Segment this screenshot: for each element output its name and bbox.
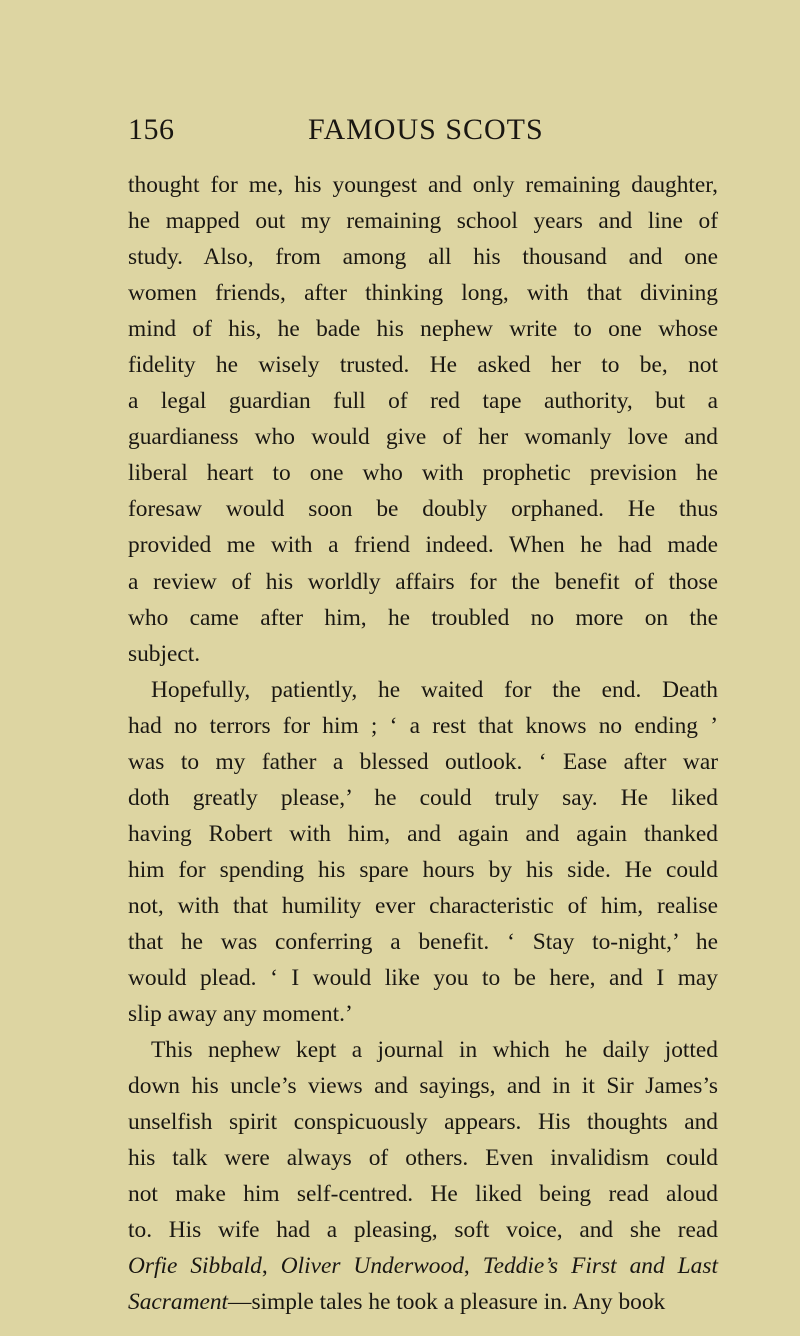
running-title: FAMOUS SCOTS	[308, 113, 544, 146]
running-head	[128, 110, 718, 150]
book-title-teddies-first-and-last-part-a: Teddie’s First and Last	[482, 1253, 718, 1280]
text-line: foresaw would soon be doubly orphaned. He thus	[128, 496, 718, 523]
page-number: 156	[128, 113, 175, 146]
text-line: he mapped out my remaining school years and line of	[128, 208, 718, 235]
text-line-final	[128, 1284, 718, 1320]
text-line: not, with that humility ever characteristic of him, realise	[128, 892, 718, 919]
text-line: unselfish spirit conspicuously appears. His thoughts and	[128, 1109, 718, 1136]
text-line: that he was conferring a benefit. ‘ Stay to-night,’ he	[128, 928, 718, 955]
text-line: down his uncle’s views and sayings, and in it Sir James’s	[128, 1073, 718, 1100]
book-title-oliver-underwood: Oliver Underwood	[280, 1253, 464, 1280]
text-line: had no terrors for him ; ‘ a rest that knows no ending ’	[128, 712, 718, 739]
text-line: women friends, after thinking long, with that divining	[128, 280, 718, 307]
text-line: fidelity he wisely trusted. He asked her to be, not	[128, 352, 718, 379]
text-line: thought for me, his youngest and only remaining daughter,	[128, 172, 718, 198]
text-line: was to my father a blessed outlook. ‘ Ease after war	[128, 748, 718, 775]
text-line: subject.	[128, 640, 201, 667]
text-line: a review of his worldly affairs for the benefit of those	[128, 568, 718, 595]
text-line: This nephew kept a journal in which he daily jotted	[151, 1037, 718, 1064]
book-title-teddies-first-and-last-part-b: Sacrament	[128, 1289, 229, 1316]
text-line: who came after him, he troubled no more on the	[128, 604, 718, 631]
title-separator: ,	[463, 1253, 483, 1280]
text-line: a legal guardian full of red tape authority, but a	[128, 388, 718, 415]
book-title-orfie-sibbald: Orfie Sibbald	[128, 1253, 262, 1280]
title-separator: ,	[261, 1253, 281, 1280]
text-line: liberal heart to one who with prophetic prevision he	[128, 460, 718, 487]
text-line: not make him self-centred. He liked being read aloud	[128, 1181, 718, 1208]
text-line-italic-titles	[128, 1248, 718, 1284]
text-line: him for spending his spare hours by his side. He could	[128, 856, 718, 883]
body-text	[128, 167, 718, 1321]
text-line: would plead. ‘ I would like you to be here, and I may	[128, 965, 718, 992]
final-line-rest: —simple tales he took a pleasure in. Any book	[228, 1289, 666, 1316]
text-line: provided me with a friend indeed. When he had made	[128, 532, 718, 559]
text-line: having Robert with him, and again and again thanked	[128, 820, 718, 847]
text-line: Hopefully, patiently, he waited for the end. Death	[151, 676, 718, 703]
text-line: doth greatly please,’ he could truly say. He liked	[128, 784, 718, 811]
text-line: guardianess who would give of her womanly love and	[128, 424, 718, 451]
text-line: his talk were always of others. Even invalidism could	[128, 1145, 718, 1172]
text-line: mind of his, he bade his nephew write to one whose	[128, 316, 718, 343]
text-line: slip away any moment.’	[128, 1001, 353, 1028]
text-line: to. His wife had a pleasing, soft voice, and she read	[128, 1217, 718, 1244]
text-line: study. Also, from among all his thousand and one	[128, 244, 718, 271]
